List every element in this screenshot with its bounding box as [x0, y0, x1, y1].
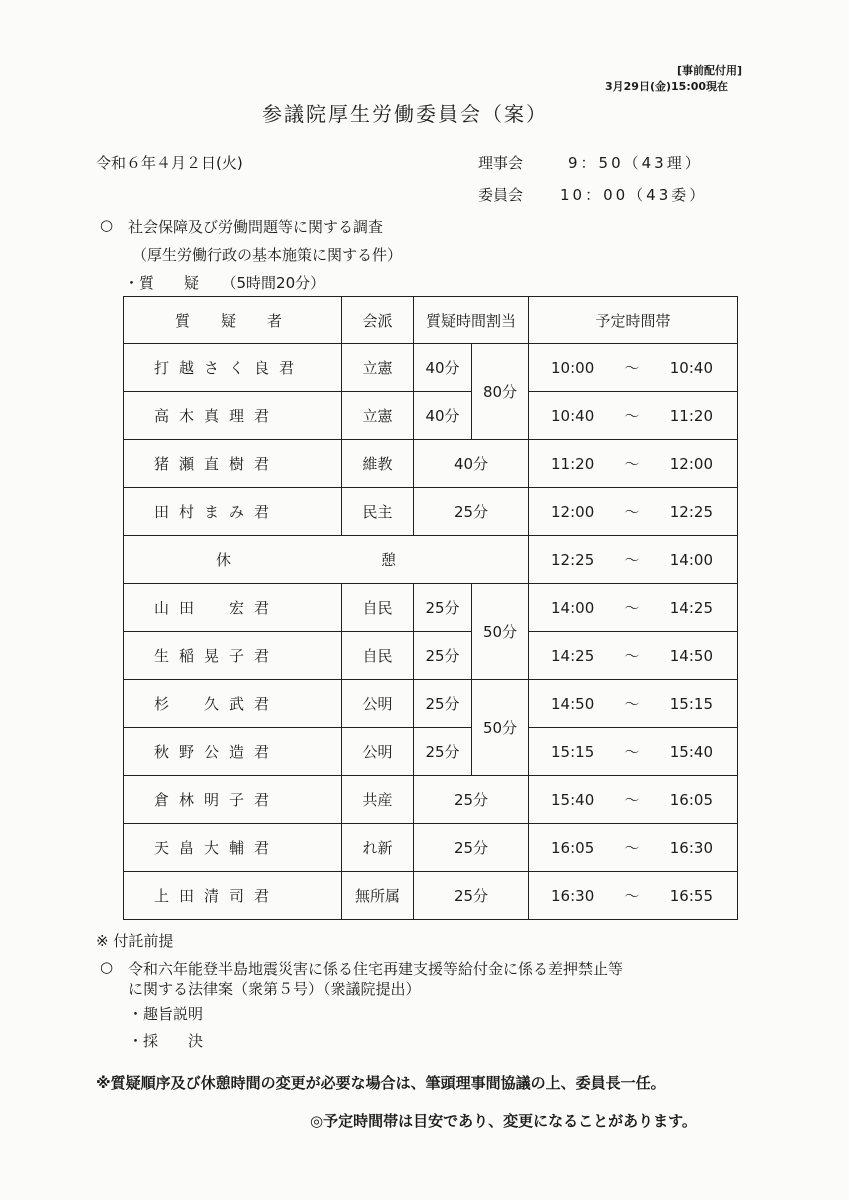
- committee-label: 委員会: [478, 186, 524, 204]
- agenda1-subtitle: （厚生労働行政の基本施策に関する件）: [132, 246, 403, 264]
- table-row: [124, 440, 738, 488]
- start-time: 15:40: [551, 790, 595, 809]
- end-time: 16:30: [669, 838, 713, 857]
- table-header-row: [124, 297, 738, 344]
- start-time: 12:25: [551, 550, 595, 569]
- time-slot: [529, 440, 738, 488]
- time-slot: [529, 488, 738, 536]
- agenda1-item: ・質 疑 （5時間20分）: [124, 274, 326, 292]
- tilde: 〜: [624, 647, 640, 665]
- questioner-name: 高木真理君: [124, 392, 342, 440]
- time-slot: [529, 776, 738, 824]
- faction: 共産: [342, 776, 414, 824]
- agenda1-bullet: ○: [100, 216, 114, 234]
- tilde: 〜: [624, 455, 640, 473]
- time-slot: [529, 536, 738, 584]
- questioner-name: 杉 久武君: [124, 680, 342, 728]
- footer-note-order: ※質疑順序及び休憩時間の変更が必要な場合は、筆頭理事間協議の上、委員長一任。: [96, 1074, 666, 1092]
- allocation: 25分: [414, 488, 529, 536]
- time-slot: [529, 392, 738, 440]
- questioner-name: 山田 宏君: [124, 584, 342, 632]
- tilde: 〜: [624, 887, 640, 905]
- end-time: 16:05: [669, 790, 713, 809]
- start-time: 12:00: [551, 502, 595, 521]
- agenda2-item: ・採 決: [128, 1032, 204, 1050]
- table-row: [124, 776, 738, 824]
- time-slot: [529, 680, 738, 728]
- end-time: 15:15: [669, 694, 713, 713]
- table-row: [124, 344, 738, 392]
- status-time: 3月29日(金)15:00現在: [605, 80, 729, 93]
- header-faction: 会派: [342, 297, 414, 344]
- table-row: [124, 392, 738, 440]
- questioner-name: 秋野公造君: [124, 728, 342, 776]
- table-row: [124, 632, 738, 680]
- meeting-date: 令和６年４月２日(火): [96, 154, 243, 172]
- end-time: 16:55: [669, 886, 713, 905]
- group-allocation: 80分: [472, 344, 529, 440]
- start-time: 10:40: [551, 406, 595, 425]
- tilde: 〜: [624, 839, 640, 857]
- agenda2-heading: ※ 付託前提: [96, 932, 174, 950]
- end-time: 14:50: [669, 646, 713, 665]
- faction: 公明: [342, 728, 414, 776]
- end-time: 14:00: [669, 550, 713, 569]
- tilde: 〜: [624, 551, 640, 569]
- time-slot: [529, 872, 738, 920]
- table-row: [124, 824, 738, 872]
- agenda2-bullet: ○: [100, 958, 114, 976]
- questioner-name: 上田清司君: [124, 872, 342, 920]
- table-row: [124, 728, 738, 776]
- allocation: 40分: [414, 440, 529, 488]
- header-questioner: 質 疑 者: [124, 297, 342, 344]
- start-time: 16:05: [551, 838, 595, 857]
- questioner-name: 倉林明子君: [124, 776, 342, 824]
- end-time: 12:00: [669, 454, 713, 473]
- questioner-name: 生稲晃子君: [124, 632, 342, 680]
- faction: 無所属: [342, 872, 414, 920]
- end-time: 11:20: [669, 406, 713, 425]
- time-slot: [529, 728, 738, 776]
- table-row: [124, 584, 738, 632]
- time-slot: [529, 584, 738, 632]
- faction: 維教: [342, 440, 414, 488]
- header-schedule: 予定時間帯: [529, 297, 738, 344]
- header-allocation: 質疑時間割当: [414, 297, 529, 344]
- faction: 自民: [342, 632, 414, 680]
- start-time: 14:00: [551, 598, 595, 617]
- end-time: 15:40: [669, 742, 713, 761]
- allocation: 25分: [414, 632, 472, 680]
- start-time: 10:00: [551, 358, 595, 377]
- allocation: 40分: [414, 392, 472, 440]
- faction: 立憲: [342, 344, 414, 392]
- start-time: 16:30: [551, 886, 595, 905]
- allocation: 25分: [414, 680, 472, 728]
- end-time: 10:40: [669, 358, 713, 377]
- tilde: 〜: [624, 743, 640, 761]
- time-slot: [529, 344, 738, 392]
- faction: 自民: [342, 584, 414, 632]
- allocation: 25分: [414, 728, 472, 776]
- end-time: 14:25: [669, 598, 713, 617]
- agenda2-line1: 令和六年能登半島地震災害に係る住宅再建支援等給付金に係る差押禁止等: [128, 960, 624, 978]
- questioner-name: 天畠大輔君: [124, 824, 342, 872]
- allocation: 25分: [414, 872, 529, 920]
- faction: れ新: [342, 824, 414, 872]
- board-label: 理事会: [478, 154, 524, 172]
- faction: 民主: [342, 488, 414, 536]
- allocation: 25分: [414, 584, 472, 632]
- start-time: 14:50: [551, 694, 595, 713]
- group-allocation: 50分: [472, 584, 529, 680]
- questioner-name: 田村まみ君: [124, 488, 342, 536]
- tilde: 〜: [624, 407, 640, 425]
- start-time: 11:20: [551, 454, 595, 473]
- table-row: [124, 872, 738, 920]
- schedule-table: [123, 296, 738, 920]
- table-row: [124, 488, 738, 536]
- footer-note-schedule: ◎予定時間帯は目安であり、変更になることがあります。: [310, 1112, 697, 1130]
- agenda2-line2: に関する法律案（衆第５号）（衆議院提出）: [128, 980, 421, 998]
- questioner-name: 打越さく良君: [124, 344, 342, 392]
- tilde: 〜: [624, 503, 640, 521]
- faction: 立憲: [342, 392, 414, 440]
- agenda2-item: ・趣旨説明: [128, 1005, 204, 1023]
- board-time: 9：50（43理）: [568, 154, 703, 172]
- allocation: 25分: [414, 776, 529, 824]
- tilde: 〜: [624, 695, 640, 713]
- distribution-tag: [事前配付用]: [677, 64, 743, 77]
- recess-row: [124, 536, 738, 584]
- tilde: 〜: [624, 359, 640, 377]
- tilde: 〜: [624, 791, 640, 809]
- allocation: 40分: [414, 344, 472, 392]
- start-time: 15:15: [551, 742, 595, 761]
- time-slot: [529, 632, 738, 680]
- time-slot: [529, 824, 738, 872]
- group-allocation: 50分: [472, 680, 529, 776]
- faction: 公明: [342, 680, 414, 728]
- recess-label: 休 憩: [124, 536, 529, 584]
- questioner-name: 猪瀬直樹君: [124, 440, 342, 488]
- tilde: 〜: [624, 599, 640, 617]
- table-row: [124, 680, 738, 728]
- allocation: 25分: [414, 824, 529, 872]
- page-title: 参議院厚生労働委員会（案）: [262, 102, 548, 126]
- start-time: 14:25: [551, 646, 595, 665]
- committee-time: 10：00（43委）: [560, 186, 708, 204]
- end-time: 12:25: [669, 502, 713, 521]
- agenda1-title: 社会保障及び労働問題等に関する調査: [128, 218, 384, 236]
